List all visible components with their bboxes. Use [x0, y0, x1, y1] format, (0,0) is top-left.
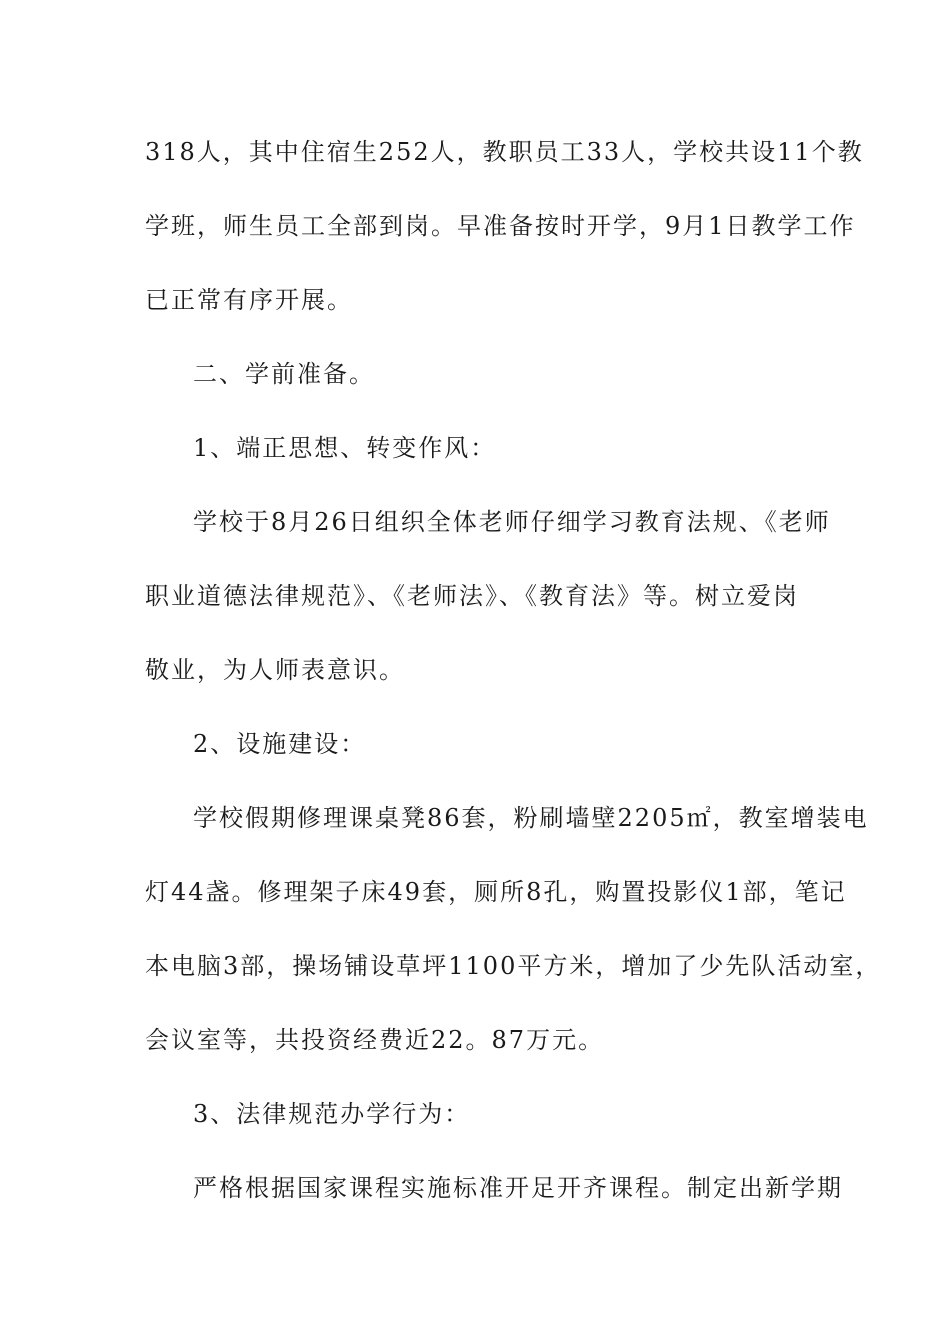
- document-body: [145, 128, 882, 1238]
- text-line-6: 学校于8月26日组织全体老师仔细学习教育法规、《老师: [193, 508, 831, 536]
- subheading-attitude: 1、端正思想、转变作风：: [193, 434, 497, 462]
- text-line-2: 学班，师生员工全部到岗。早准备按时开学，9月1日教学工作: [145, 212, 856, 240]
- text-line-13: 会议室等，共投资经费近22。87万元。: [145, 1026, 605, 1054]
- text-line-15: 严格根据国家课程实施标准开足开齐课程。制定出新学期: [193, 1174, 843, 1202]
- text-line-11: 灯44盏。修理架子床49套，厕所8孔，购置投影仪1部，笔记: [145, 878, 847, 906]
- text-line-8: 敬业，为人师表意识。: [145, 656, 405, 684]
- text-line-7: 职业道德法律规范》、《老师法》、《教育法》等。树立爱岗: [145, 582, 799, 610]
- text-line-1: 318人，其中住宿生252人，教职员工33人，学校共设11个教: [145, 138, 864, 166]
- text-line-12: 本电脑3部，操场铺设草坪1100平方米，增加了少先队活动室，: [145, 952, 882, 980]
- subheading-facilities: 2、设施建设：: [193, 730, 367, 758]
- text-line-3: 已正常有序开展。: [145, 286, 353, 314]
- text-line-10: 学校假期修理课桌凳86套，粉刷墙壁2205㎡，教室增装电: [193, 804, 869, 832]
- section-heading-preparation: 二、学前准备。: [193, 360, 375, 388]
- subheading-conduct: 3、法律规范办学行为：: [193, 1100, 471, 1128]
